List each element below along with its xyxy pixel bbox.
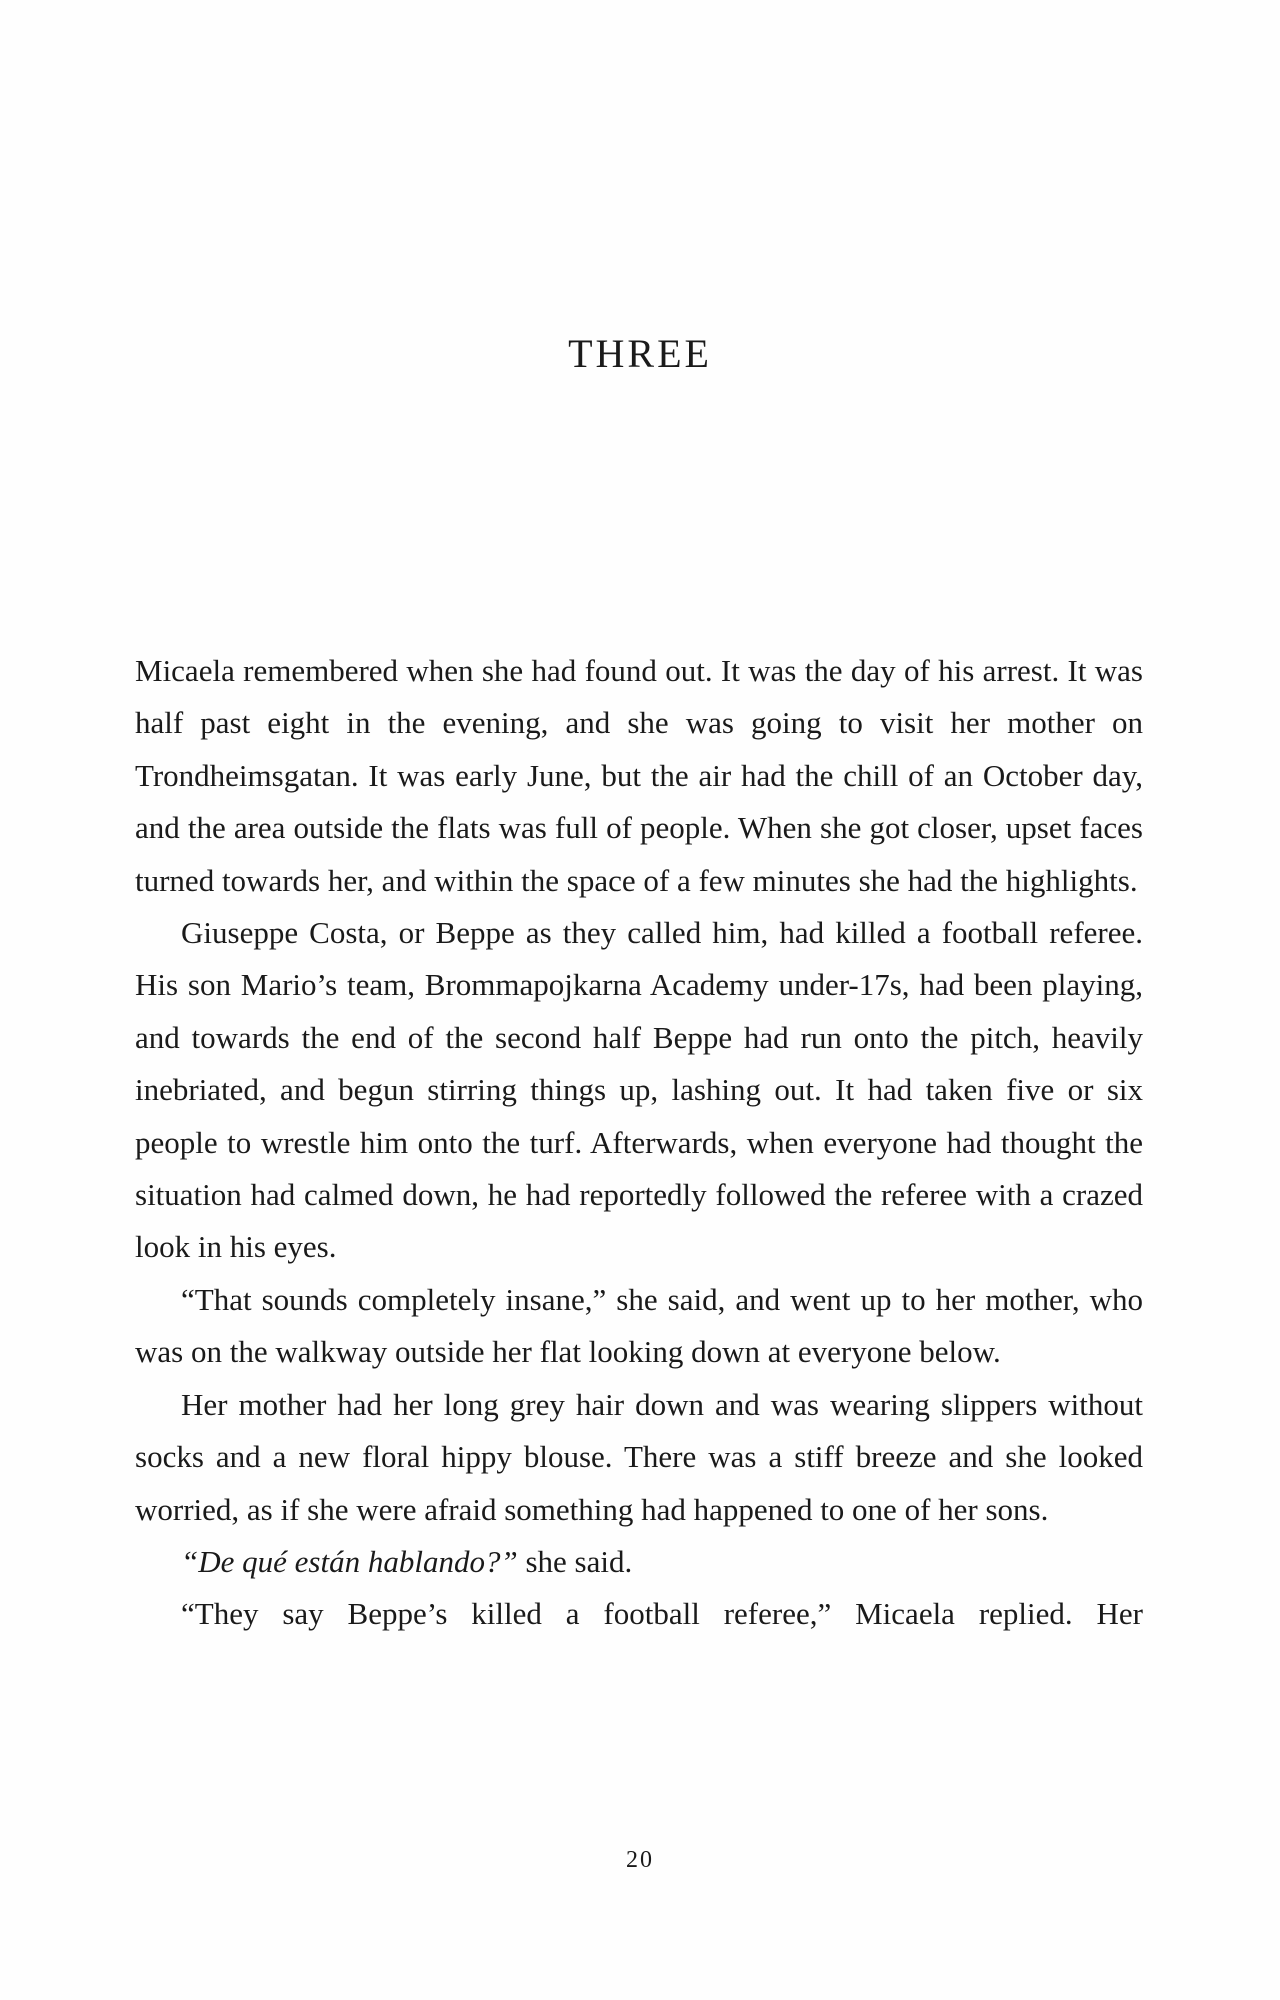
spanish-quote: “De qué están hablando?”	[181, 1543, 518, 1579]
paragraph: “They say Beppe’s killed a football referee,” Micaela replied. Her	[181, 1596, 1143, 1632]
paragraph: “That sounds completely insane,” she said, and went up to her mother, who was on the walkway outside her flat looking down at everyone below.	[135, 1281, 1143, 1370]
paragraph: Her mother had her long grey hair down and was wearing slippers without socks and a new floral hippy blouse. There was a stiff breeze and she looked worried, as if she were afraid something had happened to one of her sons.	[135, 1386, 1143, 1527]
paragraph: Giuseppe Costa, or Beppe as they called him, had killed a football referee. His son Mario’s team, Brommapojkarna Academy under-17s, had been playing, and towards the end of the second half Beppe had run onto the pitch, heavily inebriated, and begun stirring things up, lashing out. It had taken five or six people to wrestle him onto the turf. Afterwards, when everyone had thought the situation had calmed down, he had reportedly followed the referee with a crazed look in his eyes.	[135, 915, 1143, 1265]
paragraph-tail: she said.	[517, 1543, 633, 1579]
page-number: 20	[626, 1847, 654, 1873]
body-text	[135, 645, 1143, 1641]
paragraph	[135, 1536, 1143, 1588]
paragraph: Micaela remembered when she had found out. It was the day of his arrest. It was half past eight in the evening, and she was going to visit her mother on Trondheimsgatan. It was early June, but the air had the chill of an October day, and the area outside the flats was full of people. When she got closer, upset faces turned towards her, and within the space of a few minutes she had the highlights.	[135, 653, 1143, 898]
chapter-title: THREE	[568, 331, 712, 376]
